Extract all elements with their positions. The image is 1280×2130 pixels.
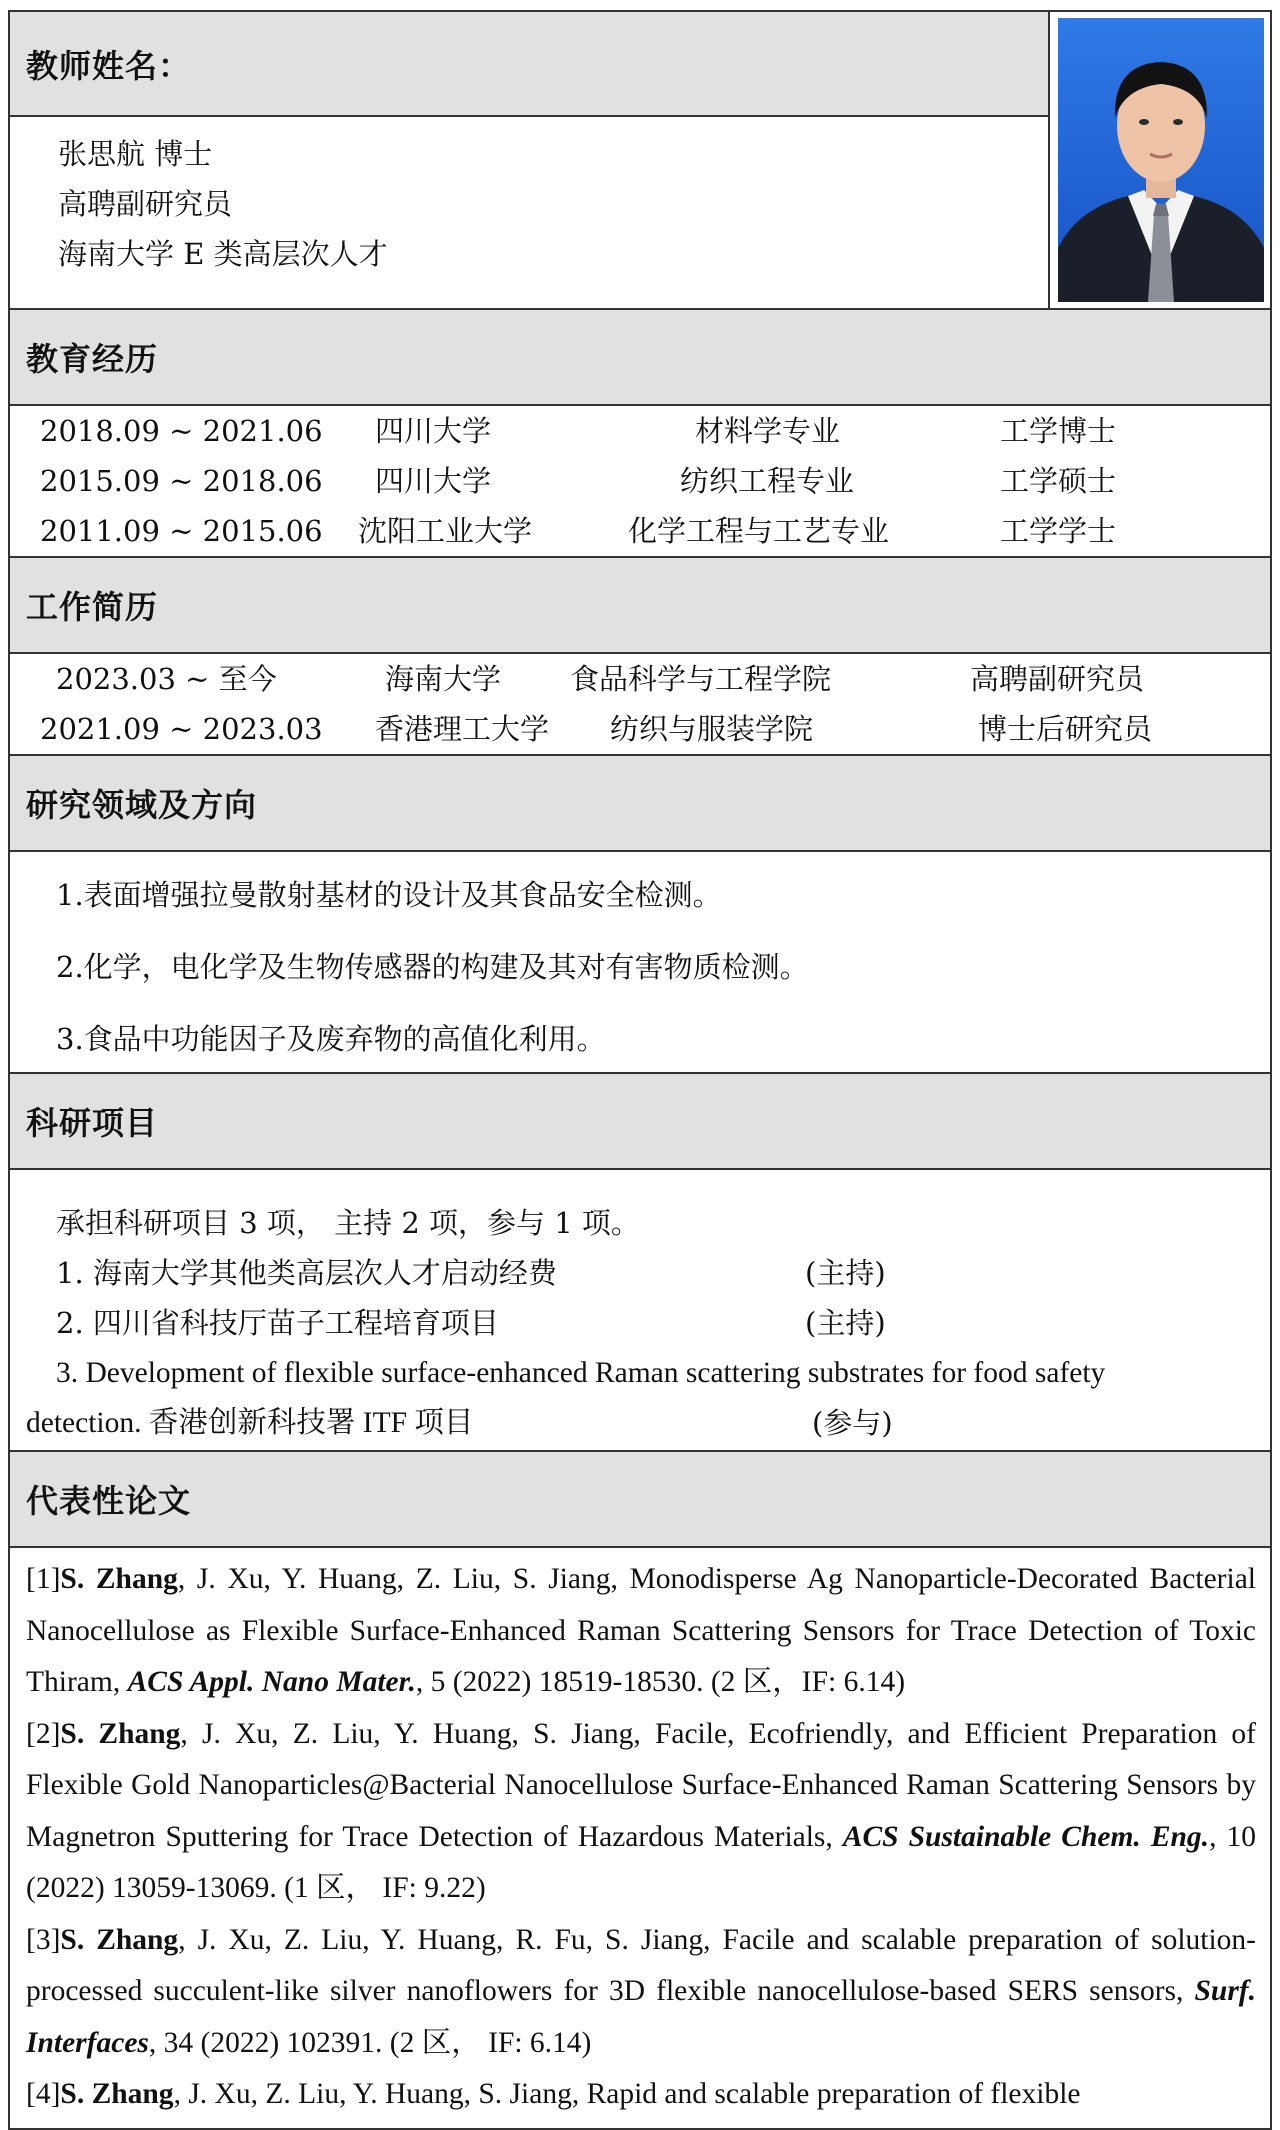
teacher-name-header xyxy=(10,12,1050,117)
paper-text: , J. Xu, Z. Liu, Y. Huang, S. Jiang, Rapid and scalable preparation of flexible xyxy=(173,2078,1081,2110)
work-period: 2021.09 ~ 2023.03 xyxy=(40,712,323,746)
edu-degree: 工学硕士 xyxy=(1000,464,1117,498)
paper-author: S. Zhang xyxy=(60,1717,181,1750)
project-item-cont: detection. 香港创新科技署 ITF 项目 xyxy=(26,1407,474,1439)
edu-major: 材料学专业 xyxy=(695,414,841,448)
work-title: 高聘副研究员 xyxy=(970,662,1145,696)
edu-major: 化学工程与工艺专业 xyxy=(628,514,890,548)
paper-item xyxy=(26,1709,1256,1915)
project-item: 1. 海南大学其他类高层次人才启动经费 xyxy=(56,1256,557,1290)
research-item: 2.化学，电化学及生物传感器的构建及其对有害物质检测。 xyxy=(56,950,809,984)
edu-period: 2015.09 ~ 2018.06 xyxy=(40,464,323,498)
paper-tail: , 5 (2022) 18519-18530. (2 区，IF: 6.14) xyxy=(415,1666,906,1698)
project-role: (参与) xyxy=(812,1406,893,1440)
teacher-position: 高聘副研究员 xyxy=(58,187,233,221)
work-dept: 纺织与服装学院 xyxy=(610,712,814,746)
education-header xyxy=(10,308,1270,406)
teacher-name-label: 教师姓名： xyxy=(26,46,192,85)
teacher-name-title: 张思航 博士 xyxy=(58,137,213,171)
papers-list xyxy=(10,1554,1270,2121)
paper-tail: , 10 (2022) 13059-13069. (1 区， IF: 9.22) xyxy=(26,1820,1256,1904)
paper-text: , J. Xu, Z. Liu, Y. Huang, S. Jiang, Facile, Ecofriendly, and Efficient Preparation of Flexible Gold Nanoparticles@Bacterial Nanocellulose Surface-Enhanced Raman Scattering Sensors by Magnetron Sputtering for Trace Detection of Hazardous Materials, xyxy=(26,1717,1256,1853)
research-list xyxy=(10,852,1270,1072)
project-item: 3. Development of flexible surface-enhanced Raman scattering substrates for food safety xyxy=(56,1357,1106,1389)
research-heading: 研究领域及方向 xyxy=(26,786,258,824)
paper-text: , J. Xu, Y. Huang, Z. Liu, S. Jiang, Monodisperse Ag Nanoparticle-Decorated Bacterial Nanocellulose as Flexible Surface-Enhanced Raman Scattering Sensors for Trace Detection of Toxic Thiram, xyxy=(26,1563,1256,1698)
edu-degree: 工学学士 xyxy=(1000,514,1117,548)
paper-item xyxy=(26,2069,1256,2121)
paper-num: [2] xyxy=(26,1717,61,1750)
work-heading: 工作简历 xyxy=(26,588,159,626)
teacher-info xyxy=(10,117,1050,308)
project-role: (主持) xyxy=(805,1306,886,1340)
paper-num: [1] xyxy=(26,1563,61,1595)
paper-references xyxy=(26,1554,1256,2121)
projects-header xyxy=(10,1072,1270,1170)
paper-num: [3] xyxy=(26,1923,61,1956)
paper-author: S. Zhang xyxy=(60,1923,179,1956)
work-header xyxy=(10,556,1270,654)
projects-summary: 承担科研项目 3 项， 主持 2 项，参与 1 项。 xyxy=(56,1206,640,1240)
portrait-icon xyxy=(1058,18,1264,302)
work-dept: 食品科学与工程学院 xyxy=(570,662,832,696)
teacher-talent: 海南大学 E 类高层次人才 xyxy=(58,237,388,271)
paper-author: S. Zhang xyxy=(60,2078,174,2110)
projects-heading: 科研项目 xyxy=(26,1104,159,1142)
paper-item xyxy=(26,1915,1256,2070)
edu-school: 四川大学 xyxy=(375,464,492,498)
work-title: 博士后研究员 xyxy=(978,712,1153,746)
paper-journal: ACS Appl. Nano Mater. xyxy=(127,1666,416,1698)
project-item: 2. 四川省科技厅苗子工程培育项目 xyxy=(56,1306,499,1340)
paper-num: [4] xyxy=(26,2078,61,2110)
paper-journal: ACS Sustainable Chem. Eng. xyxy=(842,1820,1210,1853)
projects-list xyxy=(10,1170,1270,1450)
education-table xyxy=(10,406,1270,556)
paper-item xyxy=(26,1554,1256,1709)
paper-tail: , 34 (2022) 102391. (2 区， IF: 6.14) xyxy=(148,2026,592,2059)
paper-author: S. Zhang xyxy=(60,1563,178,1595)
edu-period: 2011.09 ~ 2015.06 xyxy=(40,514,323,548)
research-header xyxy=(10,754,1270,852)
resume-sheet xyxy=(8,10,1272,2130)
work-org: 海南大学 xyxy=(385,662,502,696)
papers-header xyxy=(10,1450,1270,1548)
edu-major: 纺织工程专业 xyxy=(680,464,855,498)
research-item: 1.表面增强拉曼散射基材的设计及其食品安全检测。 xyxy=(56,878,722,912)
papers-heading: 代表性论文 xyxy=(26,1482,192,1520)
edu-degree: 工学博士 xyxy=(1000,414,1117,448)
paper-text: , J. Xu, Z. Liu, Y. Huang, R. Fu, S. Jiang, Facile and scalable preparation of solution-processed succulent-like silver nanoflowers for 3D flexible nanocellulose-based SERS sensors, xyxy=(26,1923,1256,2007)
work-org: 香港理工大学 xyxy=(375,712,550,746)
research-item: 3.食品中功能因子及废弃物的高值化利用。 xyxy=(56,1022,606,1056)
project-role: (主持) xyxy=(805,1256,886,1290)
work-period: 2023.03 ~ 至今 xyxy=(56,662,277,696)
education-heading: 教育经历 xyxy=(26,340,159,378)
portrait-photo xyxy=(1058,18,1264,302)
edu-school: 沈阳工业大学 xyxy=(358,514,533,548)
photo-cell xyxy=(1048,12,1270,308)
edu-school: 四川大学 xyxy=(375,414,492,448)
edu-period: 2018.09 ~ 2021.06 xyxy=(40,414,323,448)
work-table xyxy=(10,654,1270,754)
paper-journal: Surf. Interfaces xyxy=(26,1975,1256,2059)
